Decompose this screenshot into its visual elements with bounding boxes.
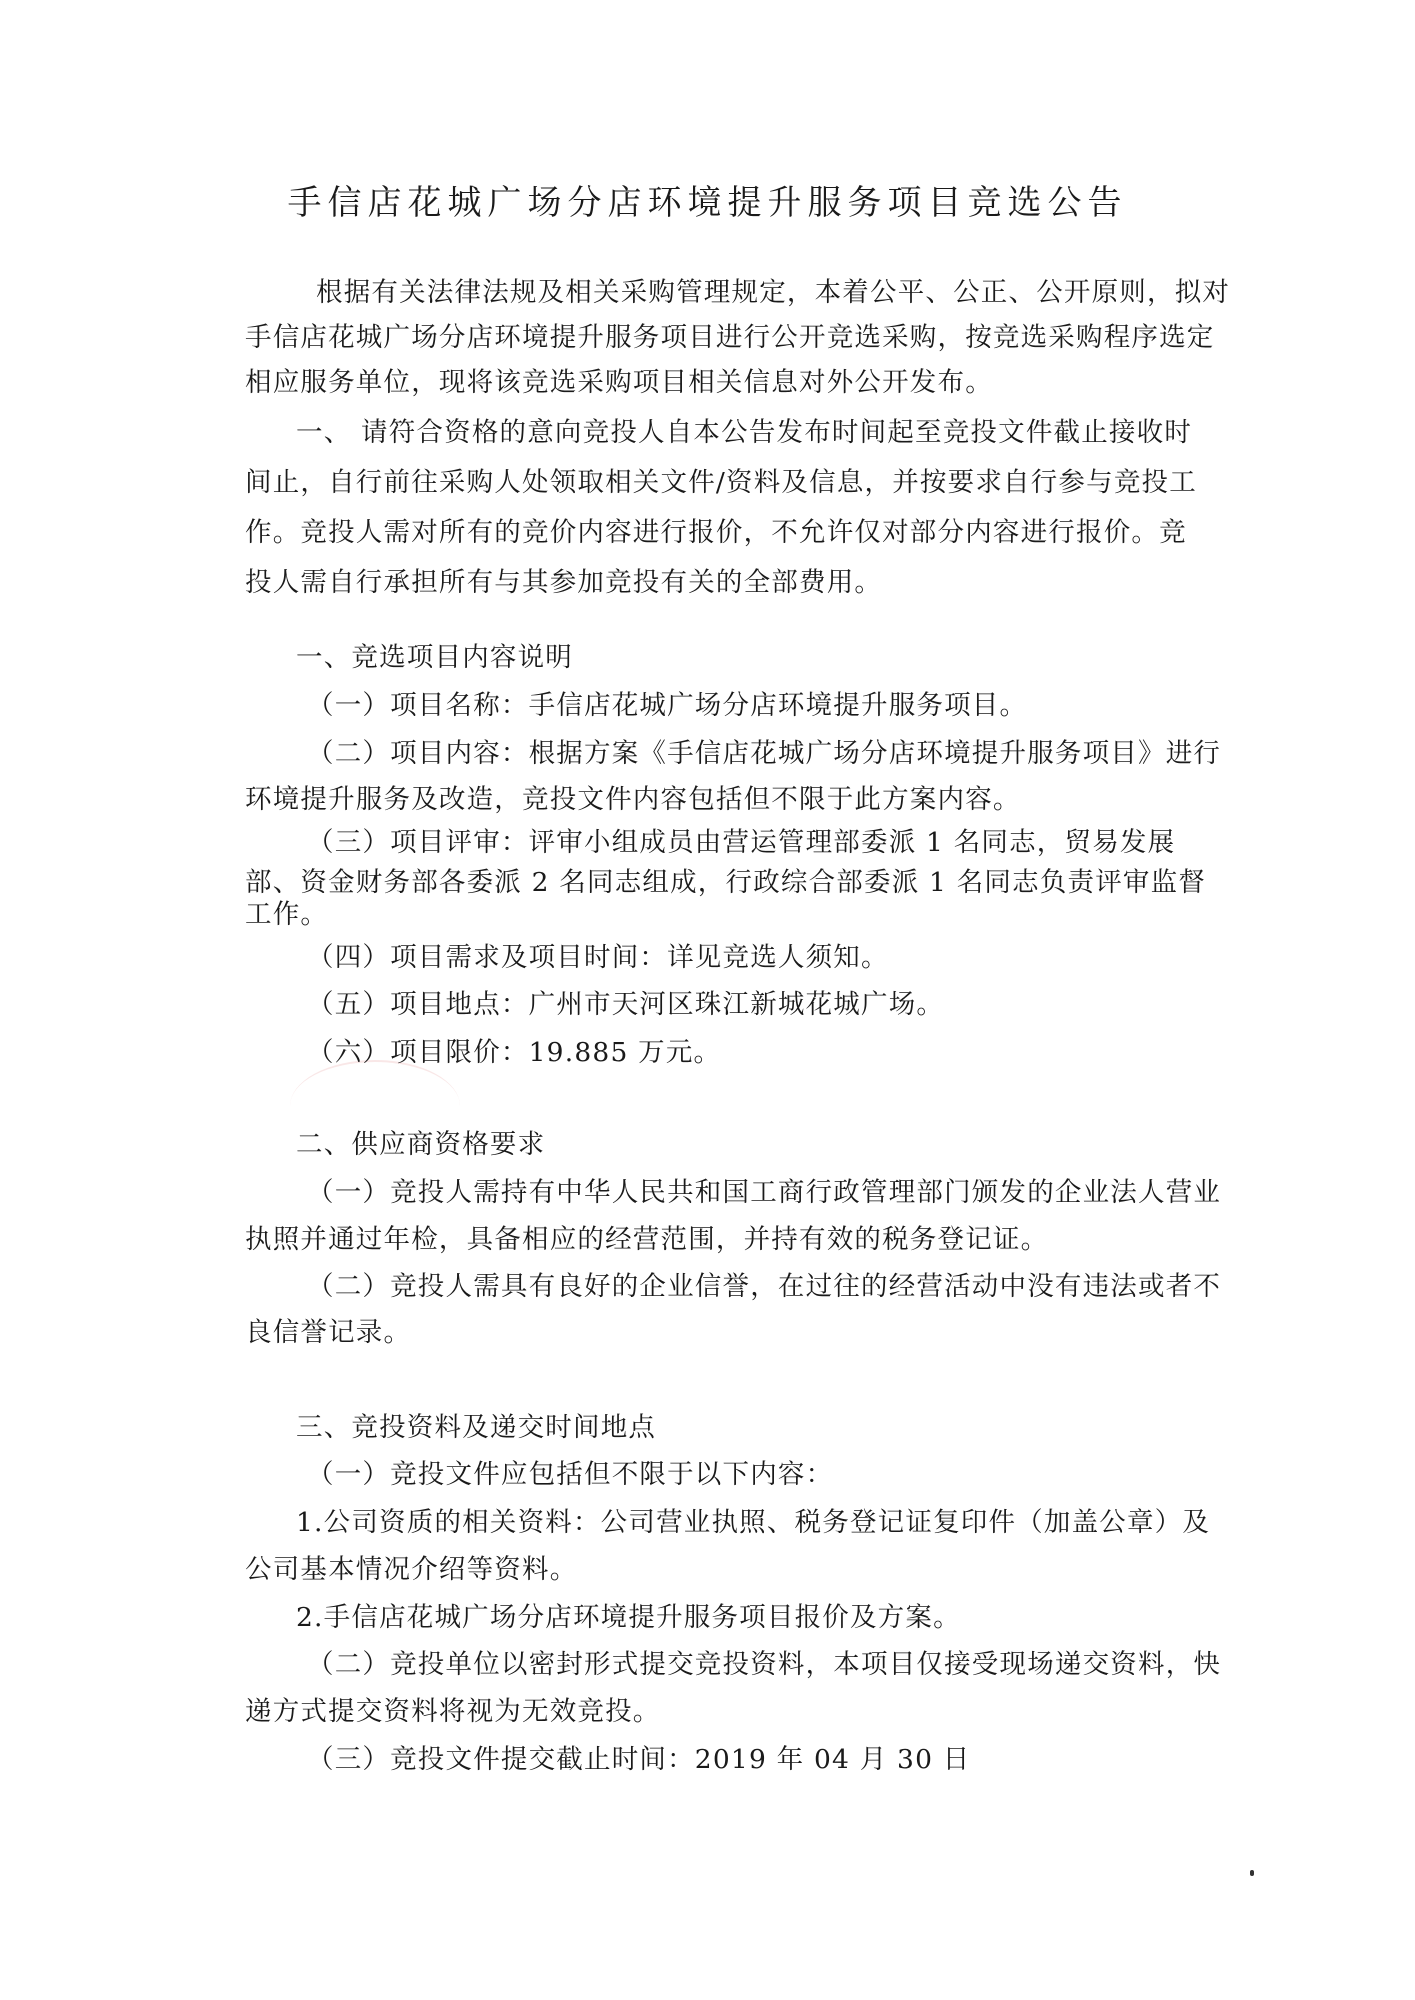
paragraph-line: （五）项目地点：广州市天河区珠江新城花城广场。 xyxy=(307,989,945,1020)
section-heading: 二、供应商资格要求 xyxy=(296,1129,546,1160)
paragraph-line: 间止，自行前往采购人处领取相关文件/资料及信息，并按要求自行参与竞投工 xyxy=(245,467,1197,498)
paragraph-line: 公司基本情况介绍等资料。 xyxy=(245,1554,578,1585)
paragraph-line: 良信誉记录。 xyxy=(245,1317,412,1348)
paragraph-line: 手信店花城广场分店环境提升服务项目进行公开竞选采购，按竞选采购程序选定 xyxy=(245,322,1215,353)
paragraph-line: （三）项目评审：评审小组成员由营运管理部委派 1 名同志，贸易发展 xyxy=(307,827,1176,858)
paragraph-line: （六）项目限价：19.885 万元。 xyxy=(307,1037,722,1068)
paragraph-line: 一、 请符合资格的意向竞投人自本公告发布时间起至竞投文件截止接收时 xyxy=(296,417,1193,448)
paragraph-line: （一）竞投文件应包括但不限于以下内容： xyxy=(307,1459,834,1490)
paragraph-line: 1.公司资质的相关资料：公司营业执照、税务登记证复印件（加盖公章）及 xyxy=(296,1507,1211,1538)
document-title: 手信店花城广场分店环境提升服务项目竞选公告 xyxy=(287,183,1128,223)
paragraph-line: 相应服务单位，现将该竞选采购项目相关信息对外公开发布。 xyxy=(245,367,993,398)
scan-speck xyxy=(1250,1870,1254,1876)
paragraph-line: 递方式提交资料将视为无效竞投。 xyxy=(245,1696,661,1727)
paragraph-line: 工作。 xyxy=(245,899,329,930)
paragraph-line: （四）项目需求及项目时间：详见竞选人须知。 xyxy=(307,942,889,973)
paragraph-line: 2.手信店花城广场分店环境提升服务项目报价及方案。 xyxy=(296,1602,961,1633)
paragraph-line: （二）竞投单位以密封形式提交竞投资料，本项目仅接受现场递交资料，快 xyxy=(307,1649,1222,1680)
paragraph-line: （一）项目名称：手信店花城广场分店环境提升服务项目。 xyxy=(307,690,1028,721)
paragraph-line: 执照并通过年检，具备相应的经营范围，并持有效的税务登记证。 xyxy=(245,1224,1049,1255)
paragraph-line: （一）竞投人需持有中华人民共和国工商行政管理部门颁发的企业法人营业 xyxy=(307,1177,1222,1208)
paragraph-line: 投人需自行承担所有与其参加竞投有关的全部费用。 xyxy=(245,567,883,598)
paragraph-line: 部、资金财务部各委派 2 名同志组成，行政综合部委派 1 名同志负责评审监督 xyxy=(245,867,1207,898)
paragraph-line: （二）竞投人需具有良好的企业信誉，在过往的经营活动中没有违法或者不 xyxy=(307,1271,1222,1302)
section-heading: 一、竞选项目内容说明 xyxy=(296,642,573,673)
paragraph-line: 环境提升服务及改造，竞投文件内容包括但不限于此方案内容。 xyxy=(245,784,1021,815)
paragraph-line: （二）项目内容：根据方案《手信店花城广场分店环境提升服务项目》进行 xyxy=(307,738,1222,769)
paragraph-line: （三）竞投文件提交截止时间：2019 年 04 月 30 日 xyxy=(307,1744,971,1775)
section-heading: 三、竞投资料及递交时间地点 xyxy=(296,1412,657,1443)
paragraph-line: 作。竞投人需对所有的竞价内容进行报价，不允许仅对部分内容进行报价。竞 xyxy=(245,517,1187,548)
paragraph-line: 根据有关法律法规及相关采购管理规定，本着公平、公正、公开原则，拟对 xyxy=(316,277,1231,308)
